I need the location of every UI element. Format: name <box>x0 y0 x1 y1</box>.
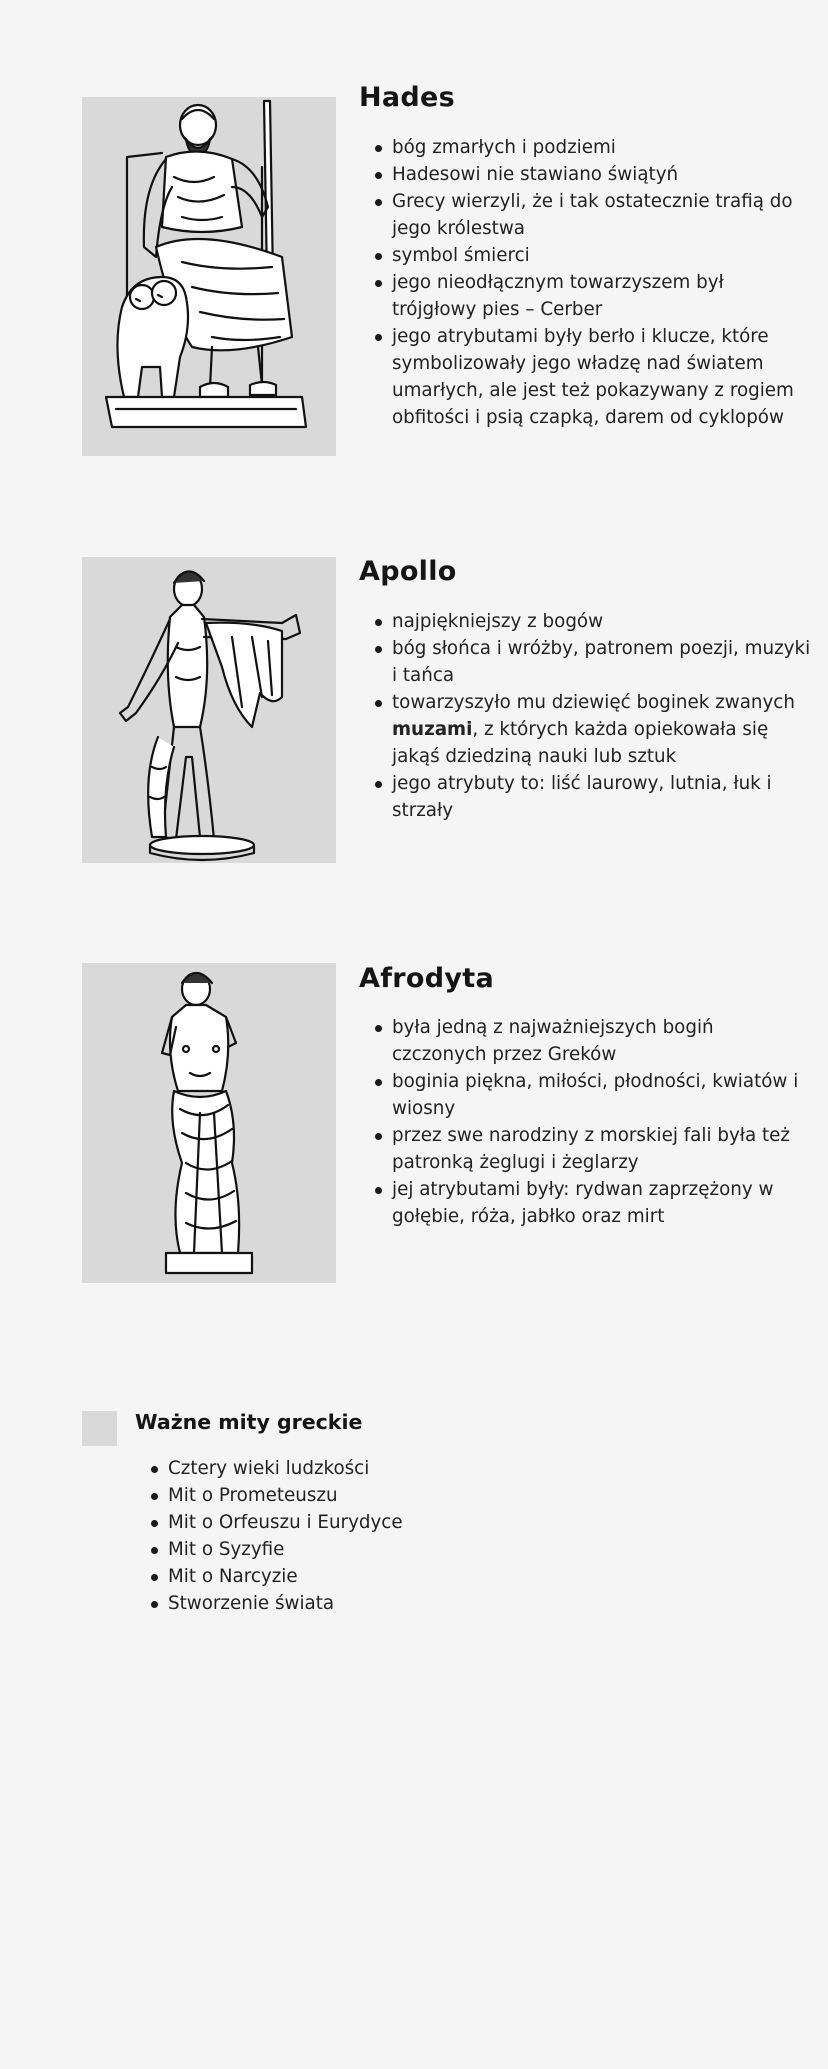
list-item: Mit o Syzyfie <box>168 1536 403 1563</box>
list-item: jego atrybutami były berło i klucze, które symbolizowały jego władzę nad światem umarłych, ale jest też pokazywany z rogiem obfitości i psią czapką, darem od cyklopów <box>392 323 812 431</box>
god-attribute-list <box>359 1014 812 1230</box>
list-item: towarzyszyło mu dziewięć boginek zwanych muzami, z których każda opiekowała się jakąś dziedziną nauki lub sztuk <box>392 689 812 770</box>
section-marker-square <box>82 1411 117 1446</box>
list-item: jego atrybuty to: liść laurowy, lutnia, łuk i strzały <box>392 770 812 824</box>
list-item: była jedną z najważniejszych bogiń czczonych przez Greków <box>392 1014 812 1068</box>
list-item: Mit o Orfeuszu i Eurydyce <box>168 1509 403 1536</box>
god-title: Afrodyta <box>359 963 494 994</box>
list-item: boginia piękna, miłości, płodności, kwiatów i wiosny <box>392 1068 812 1122</box>
list-item: przez swe narodziny z morskiej fali była też patronką żeglugi i żeglarzy <box>392 1122 812 1176</box>
list-item: jej atrybutami były: rydwan zaprzężony w gołębie, róża, jabłko oraz mirt <box>392 1176 812 1230</box>
list-item: Stworzenie świata <box>168 1590 403 1617</box>
god-attribute-list <box>359 608 812 824</box>
apollo-statue-icon <box>82 557 336 863</box>
list-item: symbol śmierci <box>392 242 812 269</box>
aphrodite-statue-icon <box>82 963 336 1283</box>
god-title: Apollo <box>359 556 457 587</box>
list-item: bóg zmarłych i podziemi <box>392 134 812 161</box>
god-title: Hades <box>359 82 456 113</box>
myths-list <box>135 1455 403 1617</box>
list-item: Hadesowi nie stawiano świątyń <box>392 161 812 188</box>
god-attribute-list <box>359 134 812 431</box>
list-item: Grecy wierzyli, że i tak ostatecznie trafią do jego królestwa <box>392 188 812 242</box>
list-item: jego nieodłącznym towarzyszem był trójgłowy pies – Cerber <box>392 269 812 323</box>
list-item: najpiękniejszy z bogów <box>392 608 812 635</box>
hades-statue-icon <box>82 97 336 456</box>
list-item: Mit o Prometeuszu <box>168 1482 403 1509</box>
list-item: Mit o Narcyzie <box>168 1563 403 1590</box>
bold-term: muzami <box>392 719 473 740</box>
myths-title: Ważne mity greckie <box>135 1410 363 1434</box>
list-item: bóg słońca i wróżby, patronem poezji, muzyki i tańca <box>392 635 812 689</box>
list-item: Cztery wieki ludzkości <box>168 1455 403 1482</box>
